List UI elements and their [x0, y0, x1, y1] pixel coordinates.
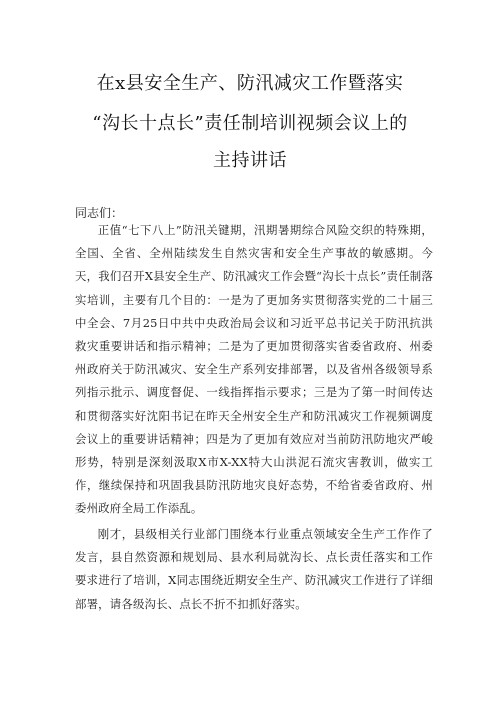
title-line-2: “沟长十点长”责任制培训视频会议上的: [92, 113, 408, 134]
body-paragraph-2: 刚才，县级相关行业部门围绕本行业重点领域安全生产工作作了发言，县自然资源和规划局、县水利局就沟长、点长责任落实和工作要求进行了培训，X同志围绕近期安全生产、防汛减灾工作进行了详细部署，请各级沟长、点长不折不扣抓好落实。: [75, 527, 433, 611]
salutation: 同志们：: [75, 206, 124, 220]
title-line-3: 主持讲话: [213, 150, 287, 171]
title-line-1: 在x县安全生产、防汛减灾工作暨落实: [96, 73, 404, 94]
body-paragraph-1: 正值“七下八上”防汛关键期，汛期暑期综合风险交织的特殊期，全国、全省、全州陆续发生自然灾害和安全生产事故的敏感期。今天，我们召开X县安全生产、防汛减灾工作会暨“沟长十点长”责任制落实培训，主要有几个目的：一是为了更加务实贯彻落实党的二十届三中全会、7月25日中共中央政治局会议和习近平总书记关于防汛抗洪救灾重要讲话和指示精神；二是为了更加贯彻落实省委省政府、州委州政府关于防汛减灾、安全生产系列安排部署，以及省州各级领导系列指示批示、调度督促、一线指挥指示要求；三是为了第一时间传达和贯彻落实好沈阳书记在昨天全州安全生产和防汛减灾工作视频调度会议上的重要讲话精神；四是为了更加有效应对当前防汛防地灾严峻形势，特别是深刻汲取X市X-XX特大山洪泥石流灾害教训，做实工作，继续保持和巩固我县防汛防地灾良好态势，不给省委省政府、州委州政府全局工作添乱。: [75, 223, 433, 516]
